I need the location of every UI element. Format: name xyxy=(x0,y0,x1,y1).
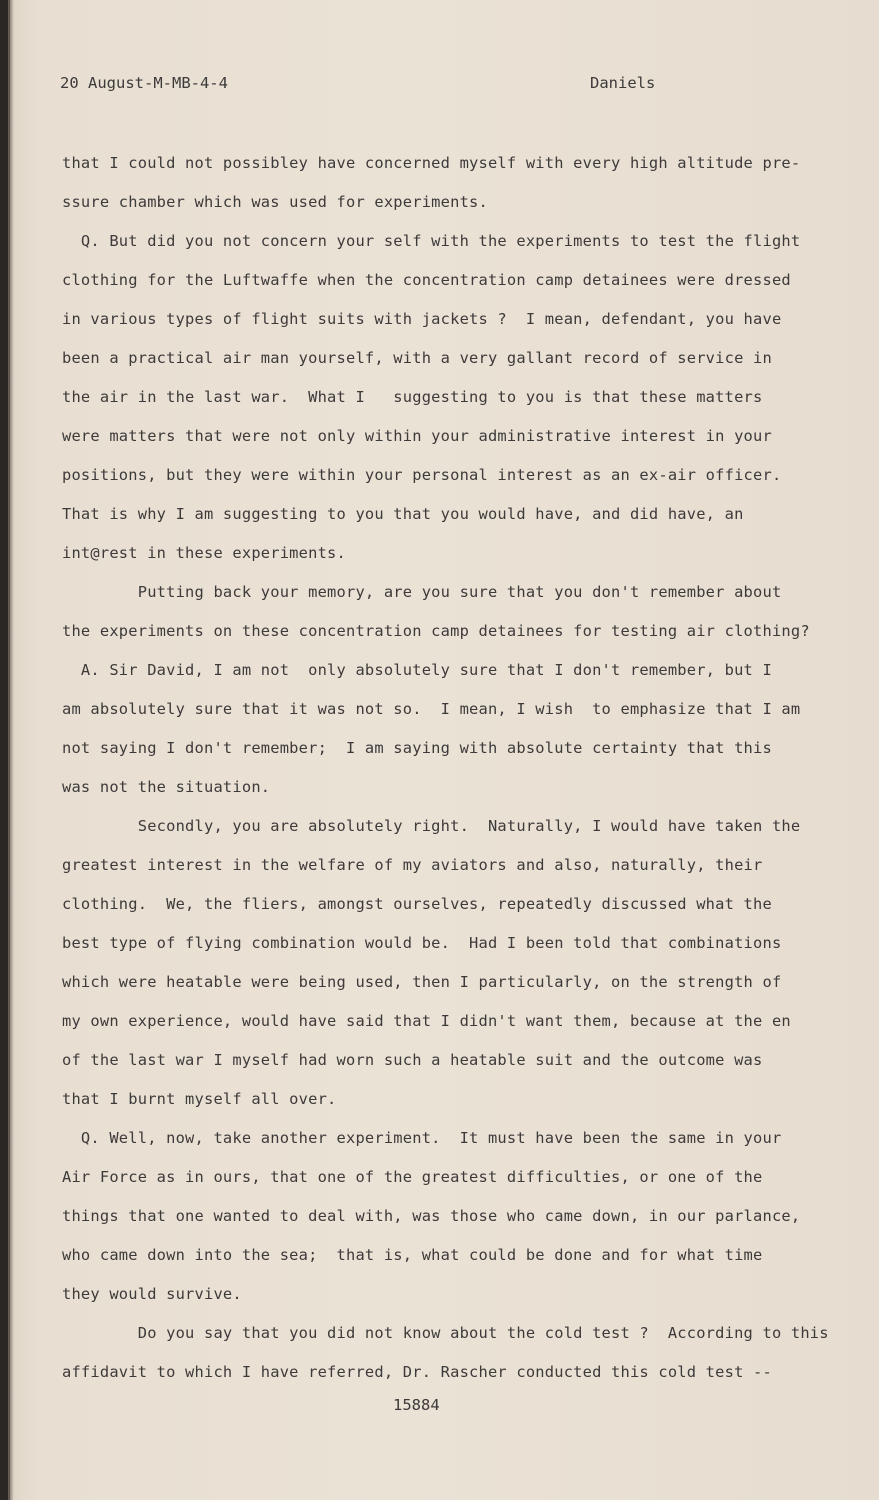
text-line: which were heatable were being used, then I particularly, on the strength of xyxy=(62,973,782,991)
transcript-body xyxy=(62,150,842,1398)
text-line: Air Force as in ours, that one of the greatest difficulties, or one of the xyxy=(62,1168,763,1186)
text-line: greatest interest in the welfare of my aviators and also, naturally, their xyxy=(62,856,763,874)
text-line: my own experience, would have said that I didn't want them, because at the en xyxy=(62,1012,791,1030)
text-line: affidavit to which I have referred, Dr. Rascher conducted this cold test -- xyxy=(62,1363,772,1381)
text-line: were matters that were not only within your administrative interest in your xyxy=(62,427,772,445)
text-line: Q. Well, now, take another experiment. It must have been the same in your xyxy=(62,1129,782,1147)
text-line: Putting back your memory, are you sure that you don't remember about xyxy=(62,583,782,601)
text-line: been a practical air man yourself, with a very gallant record of service in xyxy=(62,349,772,367)
text-line: am absolutely sure that it was not so. I mean, I wish to emphasize that I am xyxy=(62,700,801,718)
text-line: That is why I am suggesting to you that you would have, and did have, an xyxy=(62,505,744,523)
text-line: in various types of flight suits with jackets ? I mean, defendant, you have xyxy=(62,310,782,328)
text-line: they would survive. xyxy=(62,1285,242,1303)
text-line: best type of flying combination would be. Had I been told that combinations xyxy=(62,934,782,952)
text-line: int@rest in these experiments. xyxy=(62,544,346,562)
page-header xyxy=(60,74,820,98)
text-line: A. Sir David, I am not only absolutely sure that I don't remember, but I xyxy=(62,661,772,679)
text-line: the experiments on these concentration camp detainees for testing air clothing? xyxy=(62,622,810,640)
text-line: clothing for the Luftwaffe when the concentration camp detainees were dressed xyxy=(62,271,791,289)
text-line: Secondly, you are absolutely right. Naturally, I would have taken the xyxy=(62,817,801,835)
text-line: was not the situation. xyxy=(62,778,271,796)
header-session-code: 20 August-M-MB-4-4 xyxy=(60,74,228,92)
text-line: Q. But did you not concern your self with the experiments to test the flight xyxy=(62,232,801,250)
text-line: that I burnt myself all over. xyxy=(62,1090,337,1108)
text-line: ssure chamber which was used for experiments. xyxy=(62,193,488,211)
text-line: who came down into the sea; that is, what could be done and for what time xyxy=(62,1246,763,1264)
text-line: things that one wanted to deal with, was those who came down, in our parlance, xyxy=(62,1207,801,1225)
header-witness-name: Daniels xyxy=(590,74,656,92)
text-line: of the last war I myself had worn such a heatable suit and the outcome was xyxy=(62,1051,763,1069)
text-line: the air in the last war. What I suggesting to you is that these matters xyxy=(62,388,763,406)
text-line: not saying I don't remember; I am saying with absolute certainty that this xyxy=(62,739,772,757)
text-line: that I could not possibley have concerned myself with every high altitude pre- xyxy=(62,154,801,172)
page-number: 15884 xyxy=(393,1396,440,1414)
page-binding-edge xyxy=(0,0,10,1500)
text-line: clothing. We, the fliers, amongst ourselves, repeatedly discussed what the xyxy=(62,895,772,913)
text-line: positions, but they were within your personal interest as an ex-air officer. xyxy=(62,466,782,484)
text-line: Do you say that you did not know about the cold test ? According to this xyxy=(62,1324,829,1342)
